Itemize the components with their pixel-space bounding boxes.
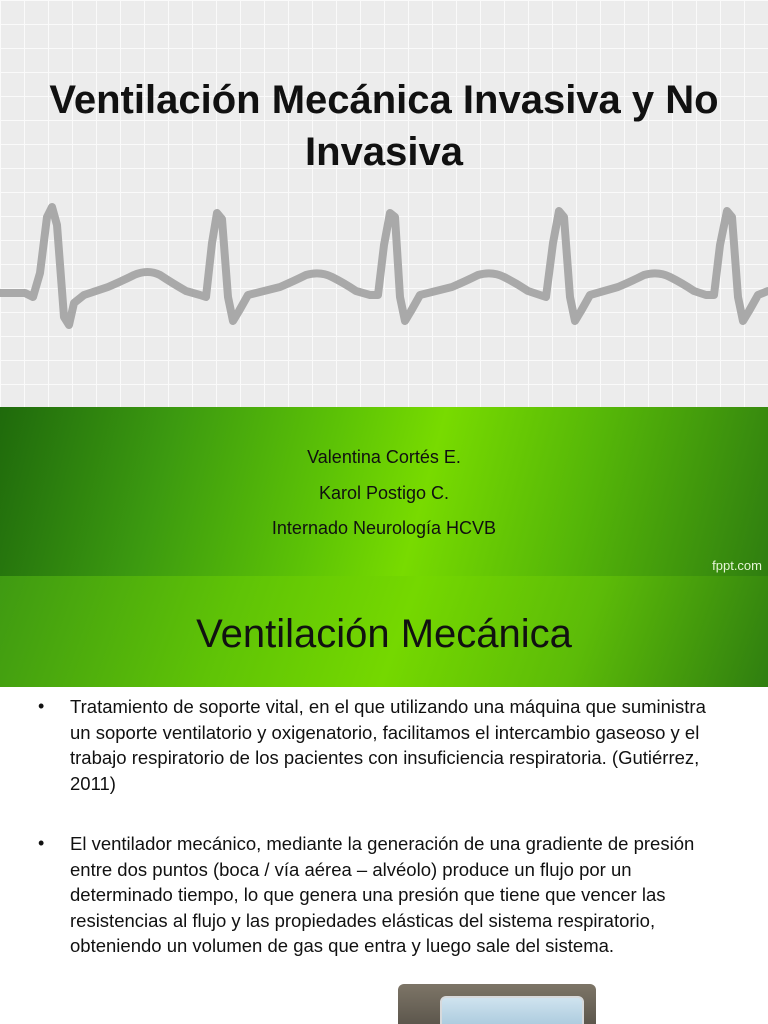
author-name: Valentina Cortés E. <box>307 447 461 467</box>
ventilator-screen <box>440 996 584 1024</box>
slide-title: Ventilación Mecánica Invasiva y No Invasiva <box>49 78 719 174</box>
affiliation: Internado Neurología HCVB <box>271 518 497 538</box>
header-banner <box>0 576 768 687</box>
bullet-text: Tratamiento de soporte vital, en el que utilizando una máquina que suministra un soporte ventilatorio y oxigenatorio, facilitamos el intercambio gaseoso y el trabajo respiratorio de los pacientes con insuficiencia respiratoria. (Gutiérrez, 2011) <box>70 696 706 794</box>
watermark: fppt.com <box>712 558 762 573</box>
ventilator-photo <box>398 984 596 1024</box>
content-slide <box>0 576 768 1024</box>
slide-heading: Ventilación Mecánica <box>196 612 572 656</box>
bullet-text: El ventilador mecánico, mediante la generación de una gradiente de presión entre dos puntos (boca / vía aérea – alvéolo) produce un flujo por un determinado tiempo, lo que genera una presión que tiene que vencer las resistencias al flujo y las propiedades elásticas del sistema respiratorio, obteniendo un volumen de gas que entra y luego sale del sistema. <box>70 833 695 956</box>
bullet-icon: • <box>38 833 45 853</box>
bullet-icon: • <box>38 696 45 716</box>
ecg-waveform-graphic <box>0 185 768 345</box>
author-name: Karol Postigo C. <box>318 483 450 503</box>
